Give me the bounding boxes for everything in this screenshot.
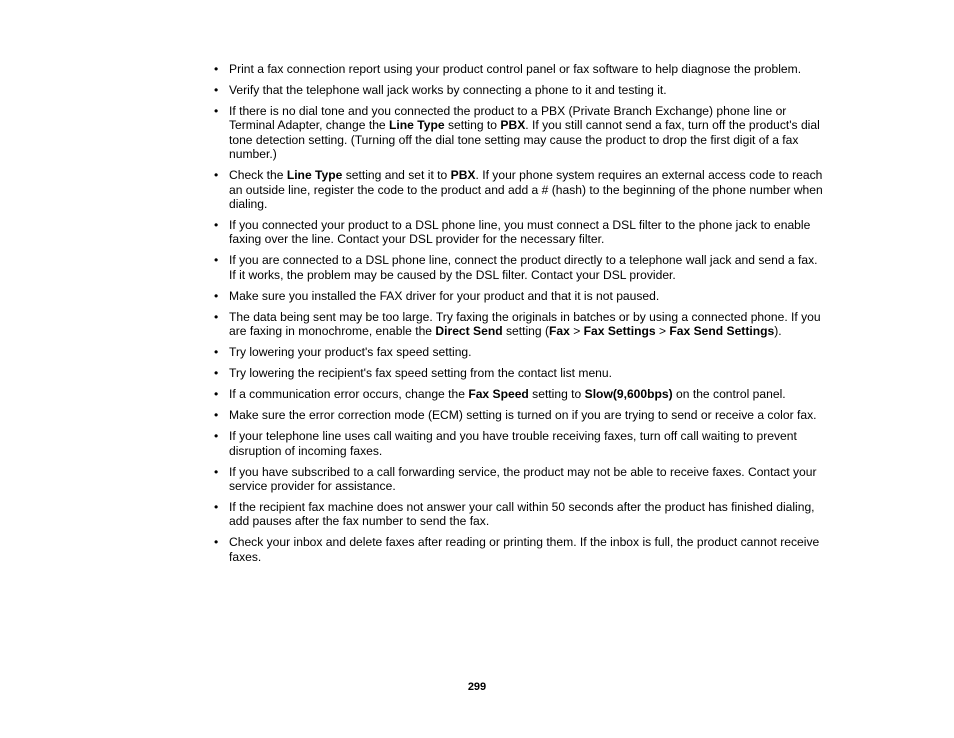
text-segment: Check your inbox and delete faxes after reading or printing them. If the inbox is full, the product cannot receive faxes. xyxy=(229,535,820,564)
bullet-item xyxy=(214,83,824,97)
text-segment: Print a fax connection report using your product control panel or fax software to help diagnose the problem. xyxy=(229,62,802,76)
bullet-item xyxy=(214,253,824,282)
text-segment: ). xyxy=(774,324,782,339)
bullet-icon: • xyxy=(214,535,219,550)
text-segment: Check the xyxy=(229,168,287,183)
bold-term: Fax Settings xyxy=(583,324,656,339)
bold-term: Line Type xyxy=(389,118,445,133)
bold-term: Fax Send Settings xyxy=(669,324,775,339)
bullet-icon: • xyxy=(214,464,219,479)
bullet-icon: • xyxy=(214,387,219,402)
text-segment: > xyxy=(655,324,670,339)
bullet-item xyxy=(214,535,824,564)
bullet-item xyxy=(214,104,824,162)
bullet-item xyxy=(214,62,824,76)
text-segment: If you have subscribed to a call forwarding service, the product may not be able to receive faxes. Contact your service provider for assistance. xyxy=(229,464,817,494)
bold-term: PBX xyxy=(500,118,526,133)
bullet-icon: • xyxy=(214,62,219,76)
bullet-item xyxy=(214,465,824,494)
text-segment: If you are connected to a DSL phone line, connect the product directly to a telephone wall jack and send a fax. If it works, the problem may be caused by the DSL filter. Contact your DSL provider. xyxy=(229,253,818,282)
bullet-icon: • xyxy=(214,83,219,97)
bullet-item xyxy=(214,168,824,211)
bullet-icon: • xyxy=(214,408,219,423)
text-segment: on the control panel. xyxy=(672,387,786,402)
bold-term: Slow(9,600bps) xyxy=(584,387,673,402)
bullet-icon: • xyxy=(214,429,219,444)
troubleshooting-bullet-list xyxy=(214,62,824,571)
bullet-item xyxy=(214,289,824,303)
bullet-item xyxy=(214,218,824,247)
text-segment: Make sure you installed the FAX driver for your product and that it is not paused. xyxy=(229,288,660,303)
bold-term: Direct Send xyxy=(435,324,503,339)
text-segment: Try lowering the recipient's fax speed setting from the contact list menu. xyxy=(229,366,612,381)
bullet-icon: • xyxy=(214,168,219,183)
bold-term: Line Type xyxy=(286,168,343,183)
bullet-icon: • xyxy=(214,309,219,324)
bullet-icon: • xyxy=(214,345,219,360)
text-segment: setting and set it to xyxy=(342,168,451,183)
text-segment: . If you still cannot send a fax, turn off the product's dial tone detection setting. (Turning off the dial tone setting may cause the product to drop the first digit of a fax number.) xyxy=(229,118,820,162)
bullet-item xyxy=(214,429,824,458)
text-segment: setting to xyxy=(444,118,501,133)
bullet-icon: • xyxy=(214,500,219,515)
bullet-item xyxy=(214,310,824,339)
bullet-item xyxy=(214,366,824,380)
text-segment: If your telephone line uses call waiting and you have trouble receiving faxes, turn off call waiting to prevent disruption of incoming faxes. xyxy=(229,429,797,458)
bullet-item xyxy=(214,345,824,359)
bullet-item xyxy=(214,387,824,401)
bullet-icon: • xyxy=(214,253,219,268)
page-number: 299 xyxy=(467,681,487,693)
text-segment: setting ( xyxy=(502,324,550,339)
bullet-item xyxy=(214,500,824,529)
text-segment: setting to xyxy=(528,387,585,402)
text-segment: If a communication error occurs, change the xyxy=(229,387,469,402)
text-segment: If there is no dial tone and you connected the product to a PBX (Private Branch Exchange) phone line or Terminal Adapter, change the xyxy=(229,104,787,133)
text-segment: If the recipient fax machine does not answer your call within 50 seconds after the product has finished dialing, add pauses after the fax number to send the fax. xyxy=(229,500,815,529)
bold-term: Fax xyxy=(549,324,570,339)
text-segment: . If your phone system requires an external access code to reach an outside line, register the code to the product and add a # (hash) to the beginning of the phone number when dialing. xyxy=(229,168,823,212)
bullet-icon: • xyxy=(214,288,219,303)
bold-term: Fax Speed xyxy=(468,387,529,402)
bold-term: PBX xyxy=(450,168,476,183)
bullet-icon: • xyxy=(214,218,219,233)
text-segment: Make sure the error correction mode (ECM) setting is turned on if you are trying to send or receive a color fax. xyxy=(229,408,817,423)
bullet-icon: • xyxy=(214,104,219,118)
text-segment: The data being sent may be too large. Try faxing the originals in batches or by using a connected phone. If you are faxing in monochrome, enable the xyxy=(229,309,821,339)
text-segment: > xyxy=(569,324,584,339)
text-segment: Try lowering your product's fax speed setting. xyxy=(229,345,472,360)
text-segment: If you connected your product to a DSL phone line, you must connect a DSL filter to the phone jack to enable faxing over the line. Contact your DSL provider for the necessary filter. xyxy=(229,218,811,247)
text-segment: Verify that the telephone wall jack works by connecting a phone to it and testing it. xyxy=(229,83,667,97)
bullet-item xyxy=(214,408,824,422)
bullet-icon: • xyxy=(214,366,219,381)
